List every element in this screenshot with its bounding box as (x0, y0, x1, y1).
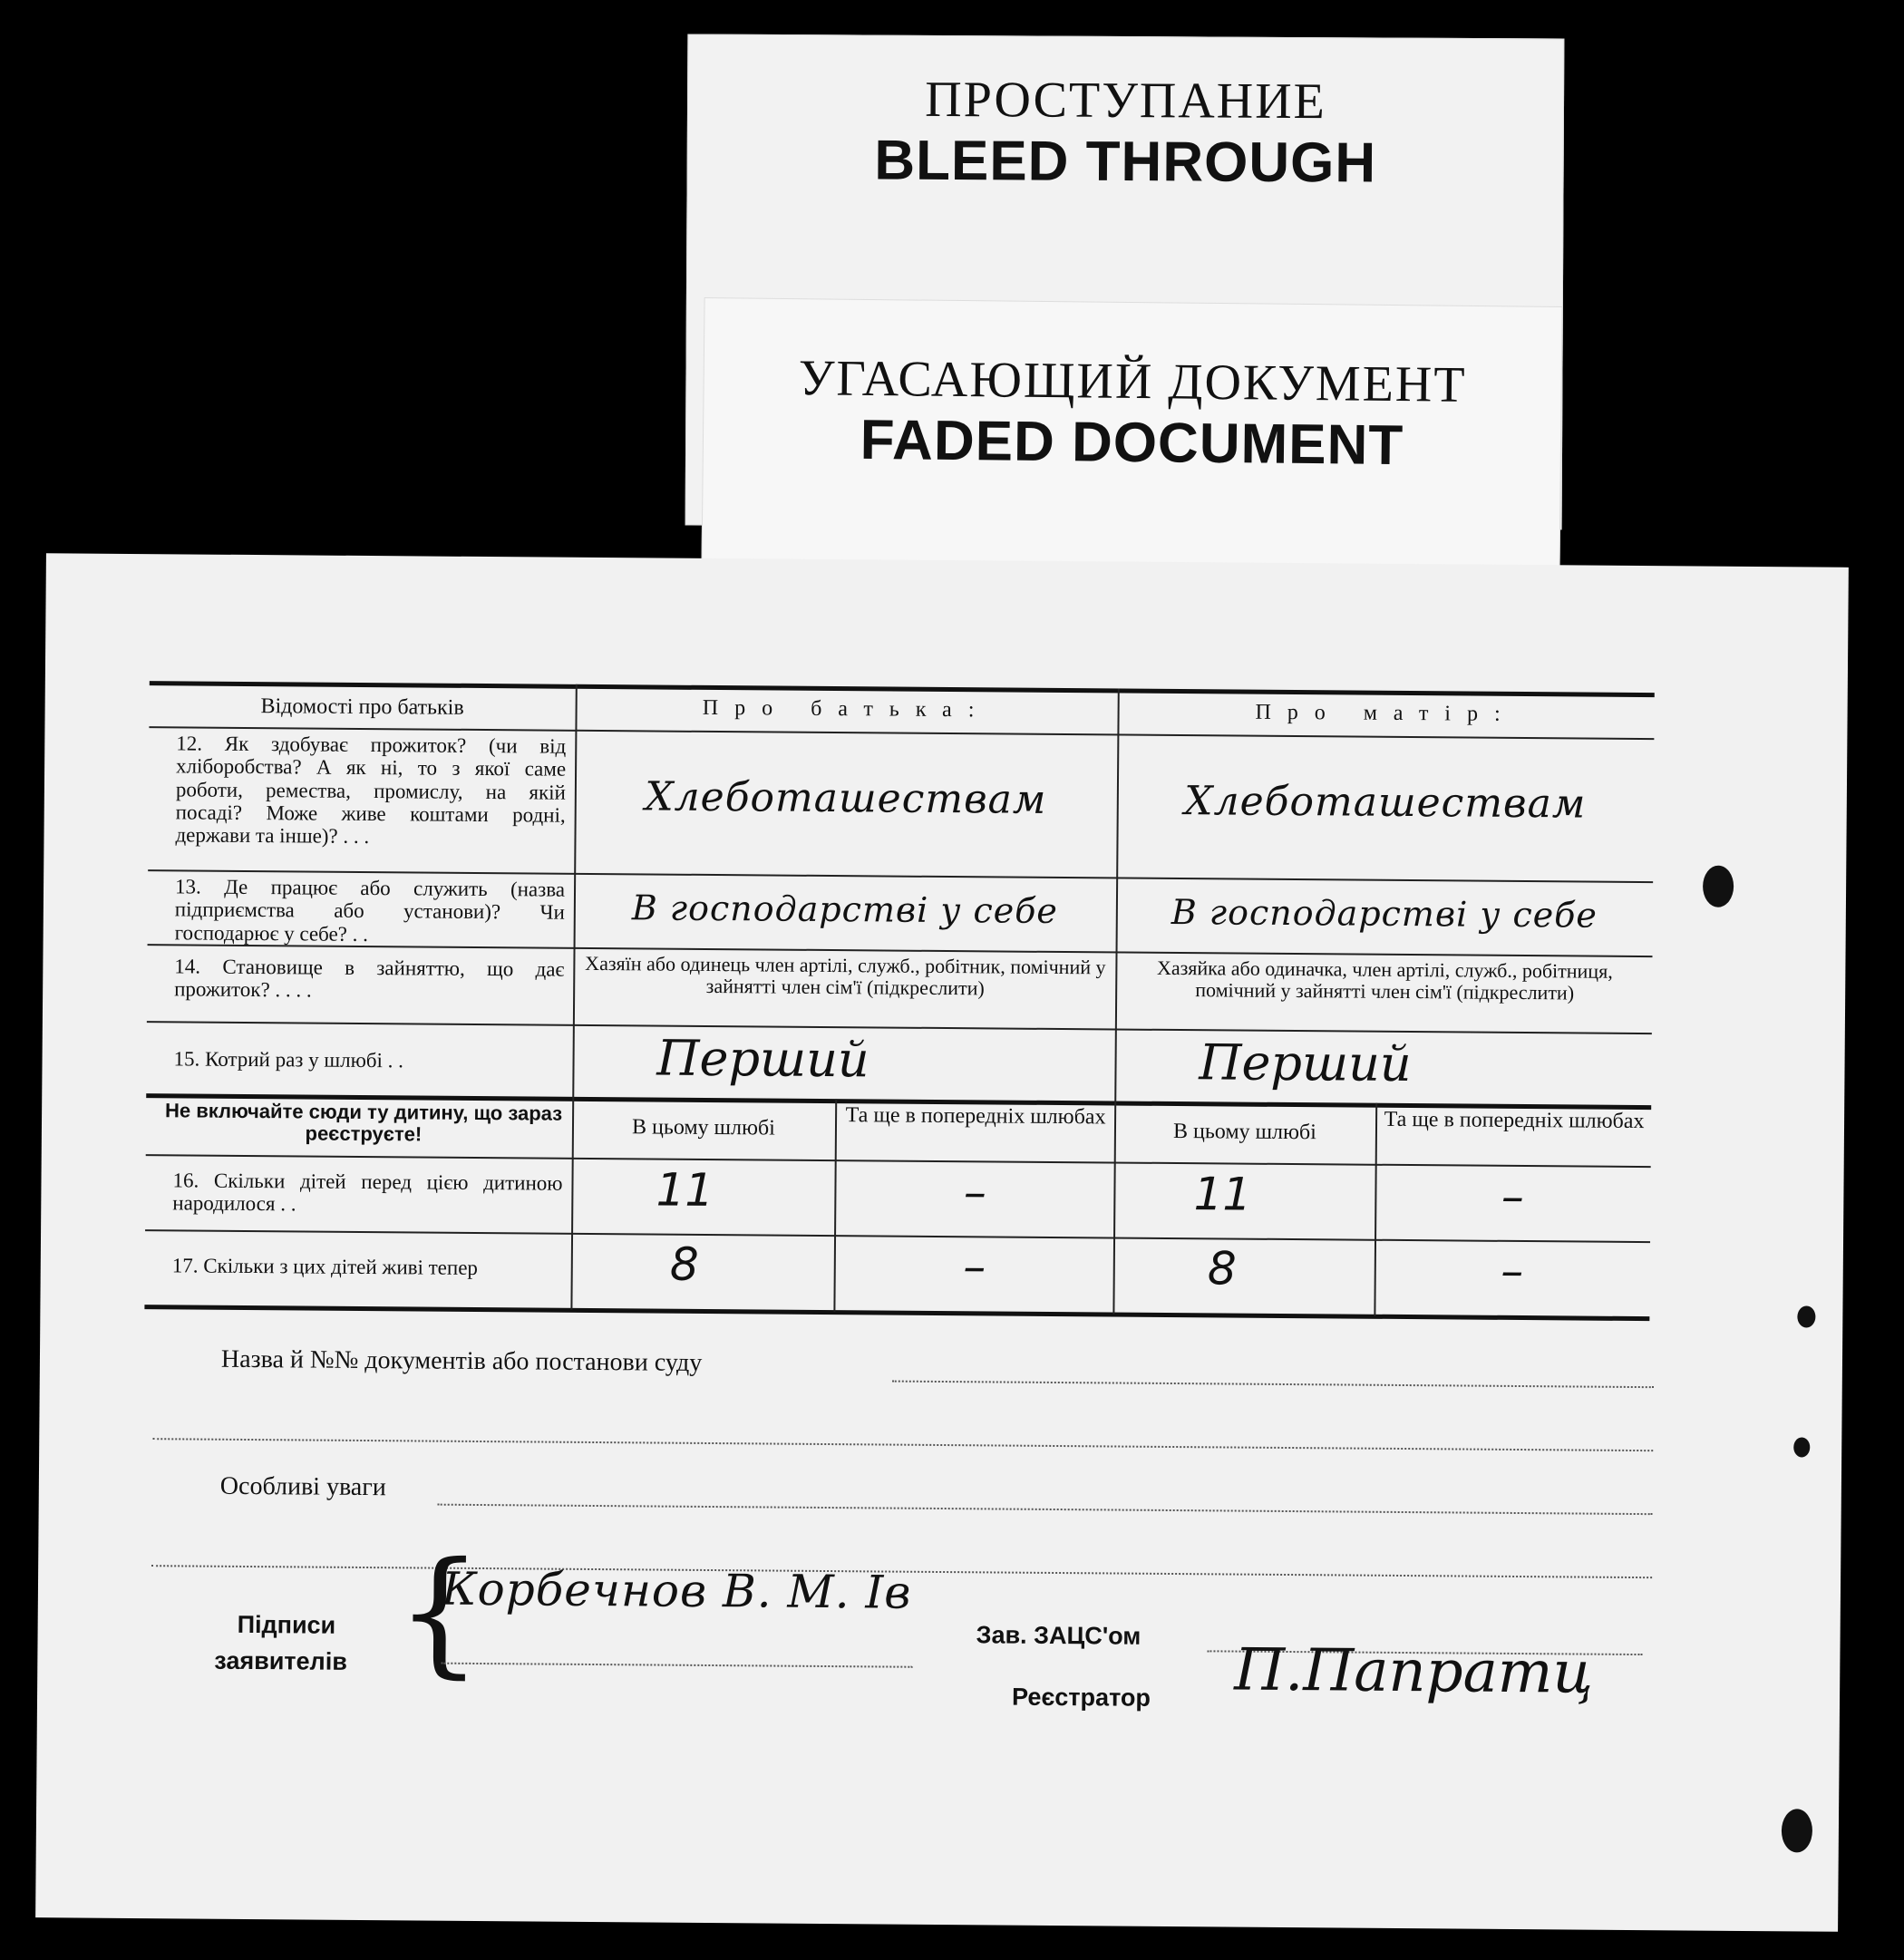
documents-line (892, 1381, 1654, 1389)
q15-father-answer: Перший (656, 1029, 869, 1089)
parents-info-table (150, 681, 1655, 1298)
q14-father-options: Хазяїн або одинець член артілі, служб., робітник, помічний у зайнятті член сім'ї (підкреслити) (585, 951, 1106, 1000)
faded-document-en: FADED DOCUMENT (860, 408, 1404, 478)
documents-line-2 (152, 1438, 1653, 1451)
q17-father-this: 8 (669, 1237, 699, 1291)
father-this-marriage-header: В цьому шлюбі (631, 1115, 775, 1140)
question-15: 15. Котрий раз у шлюбі . . (173, 1047, 404, 1072)
header-parents-info: Відомості про батьків (260, 694, 464, 720)
bleed-through-en: BLEED THROUGH (874, 129, 1377, 195)
q17-mother-this: 8 (1207, 1242, 1237, 1295)
question-16: 16. Скільки дітей перед цією дитиною народилося . . (172, 1169, 563, 1216)
header-father: Про батька: (702, 695, 991, 723)
bleed-through-ru: ПРОСТУПАНИЕ (925, 71, 1326, 131)
punch-hole (1793, 1437, 1810, 1457)
question-17: 17. Скільки з цих дітей живі тепер (171, 1254, 479, 1279)
q15-mother-answer: Перший (1199, 1033, 1412, 1093)
punch-hole (1797, 1305, 1815, 1327)
mother-prev-marriages-header: Та ще в попередніх шлюбах (1384, 1107, 1645, 1134)
registrar-signature: П.Папратц (1234, 1636, 1594, 1707)
applicants-label: заявителів (214, 1646, 347, 1675)
q17-father-prev: – (963, 1240, 986, 1294)
mother-this-marriage-header: В цьому шлюбі (1172, 1119, 1316, 1145)
father-prev-marriages-header: Та ще в попередніх шлюбах (845, 1103, 1106, 1130)
q13-mother-answer: В господарстві у себе (1171, 891, 1598, 936)
applicant-signature-line (441, 1663, 912, 1668)
remarks-label: Особливі уваги (219, 1471, 386, 1502)
q16-father-prev: – (963, 1166, 987, 1219)
header-mother: Про матір: (1255, 700, 1517, 726)
registrar-label: Реєстратор (1011, 1683, 1151, 1712)
q12-mother-answer: Хлеботашествам (1184, 778, 1587, 828)
question-14: 14. Становище в зайняттю, що дає прожиток? . . . . (174, 955, 565, 1002)
question-13: 13. Де працює або служить (назва підприємства або установи)? Чи господарює у себе? . . (174, 875, 566, 946)
q16-mother-prev: – (1501, 1169, 1525, 1224)
q17-mother-prev: – (1501, 1244, 1524, 1298)
form-sheet (35, 553, 1849, 1932)
signatures-label: Підписи (237, 1610, 336, 1639)
q16-father-this: 11 (656, 1163, 714, 1218)
q14-mother-options: Хазяйка або одиначка, член артілі, служб., робітниця, помічний у зайнятті член сім'ї (підкреслити) (1156, 956, 1613, 1004)
q13-father-answer: В господарстві у себе (631, 888, 1059, 931)
faded-document-label-card (701, 297, 1562, 580)
faded-document-ru: УГАСАЮЩИЙ ДОКУМЕНТ (798, 350, 1467, 413)
question-12: 12. Як здобуває прожиток? (чи від хліборобства? А як ні, то з якої саме роботи, ремества, промислу, на якій посаді? Може живе коштами родні, держави та інше)? . . . (175, 732, 567, 849)
punch-hole (1703, 866, 1734, 907)
exclude-child-note: Не включайте сюди ту дитину, що зараз реєструєте! (164, 1099, 563, 1146)
applicant-signature: Корбечнов В. М. Ів (441, 1562, 912, 1619)
punch-hole (1782, 1809, 1812, 1852)
head-of-registry-label: Зав. ЗАЦС'ом (976, 1621, 1141, 1650)
remarks-line (438, 1504, 1653, 1516)
signature-brace: { (395, 1533, 483, 1693)
q12-father-answer: Хлеботашествам (645, 773, 1047, 823)
q16-mother-this: 11 (1193, 1168, 1252, 1221)
documents-label: Назва й №№ документів або постанови суду (220, 1344, 703, 1377)
